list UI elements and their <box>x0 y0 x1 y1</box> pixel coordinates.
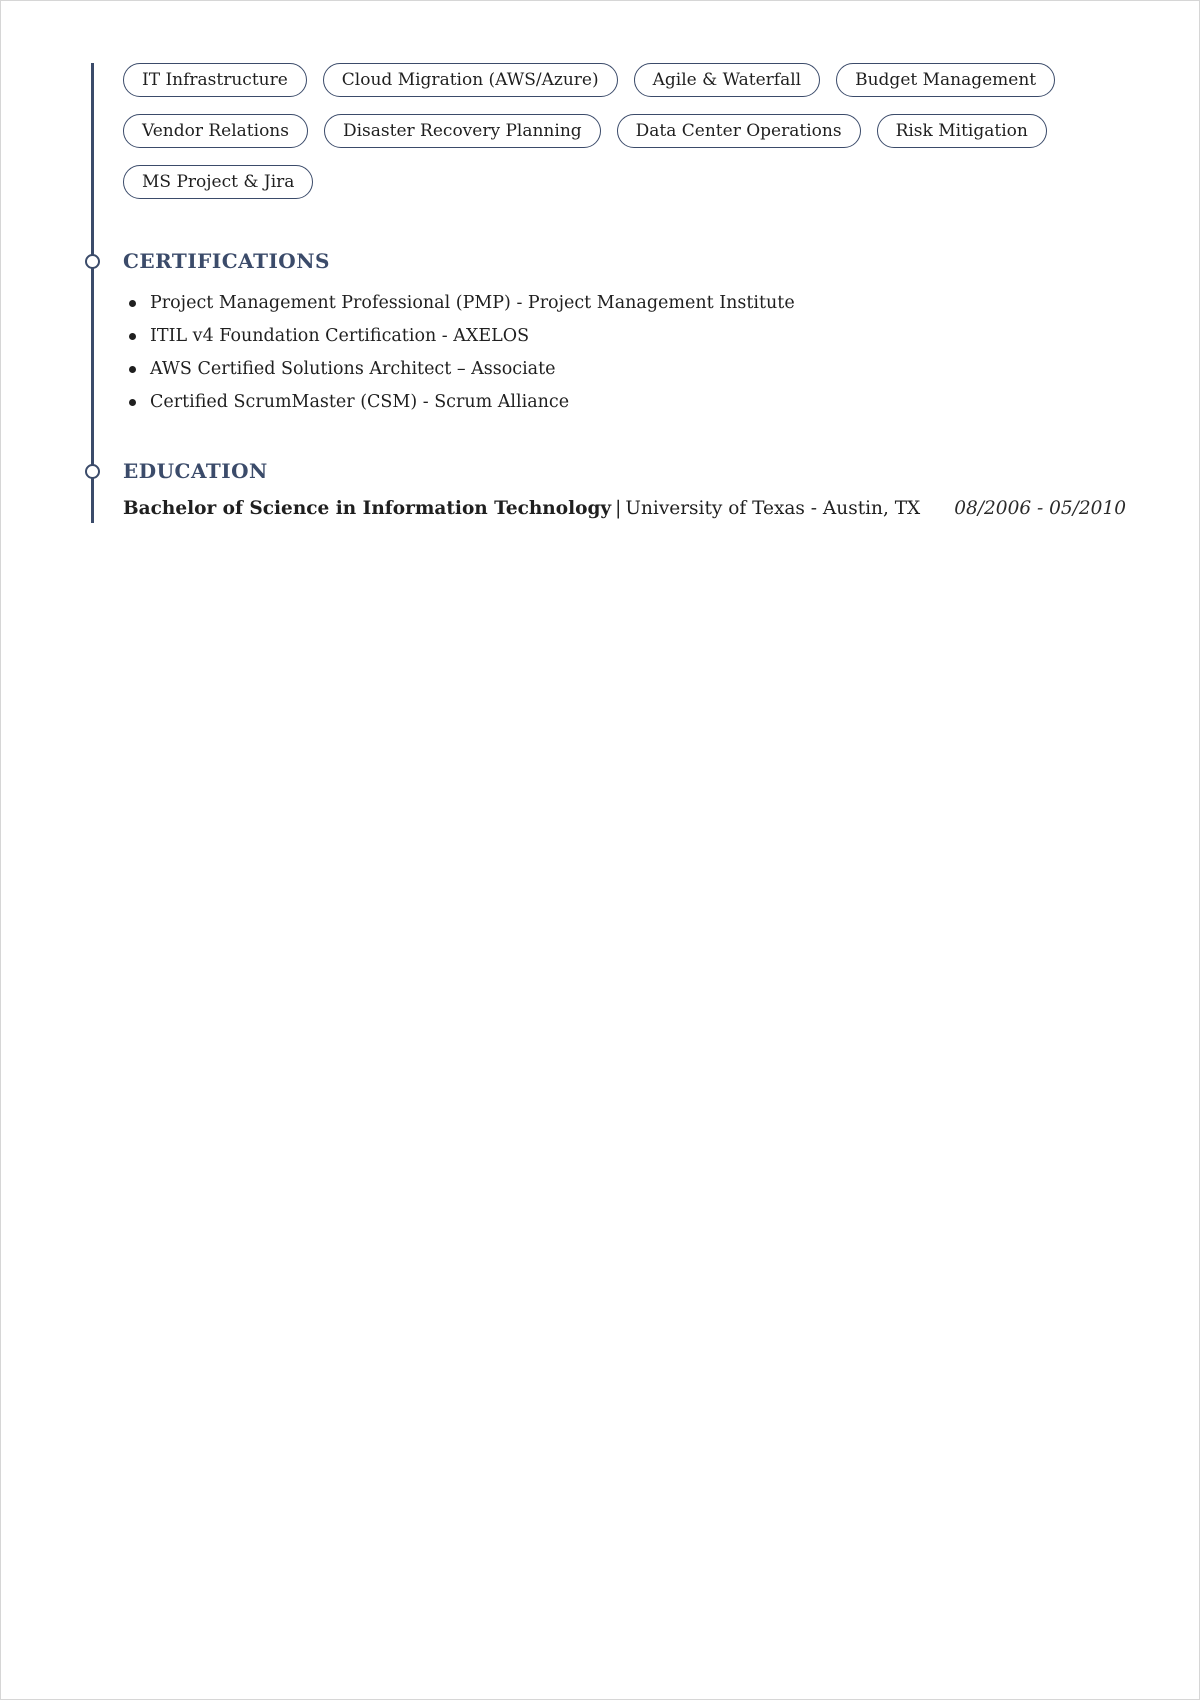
bullet-icon <box>129 366 136 373</box>
skill-tag: Disaster Recovery Planning <box>324 114 601 148</box>
certification-text: Project Management Professional (PMP) - Project Management Institute <box>150 293 795 313</box>
resume-content <box>123 63 1126 519</box>
certifications-section <box>123 249 795 419</box>
degree-name: Bachelor of Science in Information Technology <box>123 498 612 519</box>
skill-tag: MS Project & Jira <box>123 165 313 199</box>
skill-tag: Budget Management <box>836 63 1055 97</box>
list-item <box>123 320 795 353</box>
skill-tag: IT Infrastructure <box>123 63 307 97</box>
certifications-heading: CERTIFICATIONS <box>123 249 330 273</box>
separator: | <box>615 498 622 519</box>
certification-text: Certified ScrumMaster (CSM) - Scrum Alliance <box>150 392 570 412</box>
bullet-icon <box>129 300 136 307</box>
timeline-dot-education <box>85 464 100 479</box>
school-name: University of Texas - Austin, TX <box>625 498 921 519</box>
bullet-icon <box>129 399 136 406</box>
certifications-list <box>123 287 795 419</box>
skill-tag: Cloud Migration (AWS/Azure) <box>323 63 618 97</box>
skill-tag: Agile & Waterfall <box>634 63 820 97</box>
education-heading: EDUCATION <box>123 459 268 483</box>
skill-tag: Data Center Operations <box>617 114 861 148</box>
skills-tags <box>123 63 1083 199</box>
education-dates: 08/2006 - 05/2010 <box>954 498 1126 519</box>
list-item <box>123 386 795 419</box>
list-item <box>123 287 795 320</box>
certification-text: AWS Certified Solutions Architect – Associate <box>150 359 556 379</box>
timeline-dot-certifications <box>85 254 100 269</box>
education-entry <box>123 497 1126 521</box>
list-item <box>123 353 795 386</box>
skill-tag: Vendor Relations <box>123 114 308 148</box>
education-section <box>123 459 1126 521</box>
certification-text: ITIL v4 Foundation Certification - AXELOS <box>150 326 530 346</box>
bullet-icon <box>129 333 136 340</box>
skill-tag: Risk Mitigation <box>877 114 1047 148</box>
timeline-line <box>91 63 94 523</box>
